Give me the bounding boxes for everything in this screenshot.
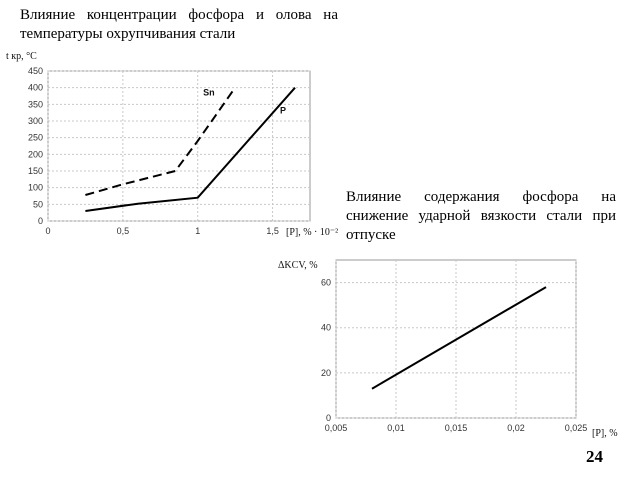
- y-tick-label: 50: [32, 199, 43, 210]
- y-tick-label: 200: [27, 149, 43, 160]
- y-axis-label: t кр, °C: [6, 51, 37, 62]
- x-tick-label: 0,015: [444, 423, 468, 433]
- y-tick-label: 20: [320, 367, 331, 378]
- x-tick-label: 0,01: [387, 423, 405, 433]
- y-axis-label: ΔKCV, %: [278, 260, 318, 271]
- x-axis-label: [P], % · 10⁻²: [286, 227, 339, 238]
- x-tick-label: 0,02: [507, 423, 525, 433]
- y-tick-label: 0: [37, 216, 43, 226]
- plot-area: [48, 71, 310, 221]
- impact-toughness-chart: [270, 250, 618, 450]
- y-tick-label: 250: [27, 132, 43, 143]
- series-label: P: [280, 105, 287, 116]
- x-tick-label: 0,005: [324, 423, 348, 433]
- y-tick-label: 100: [27, 182, 43, 193]
- y-tick-label: 350: [27, 99, 43, 110]
- y-tick-label: 300: [27, 116, 43, 126]
- series-label: Sn: [203, 87, 215, 98]
- bottom-chart-caption: Влияние содержания фосфора на снижение ударной вязкости стали при отпуске: [346, 189, 616, 243]
- page-number: 24: [586, 447, 603, 466]
- y-tick-label: 60: [320, 277, 331, 288]
- x-axis-label: [P], %: [592, 428, 618, 439]
- y-tick-label: 40: [320, 322, 331, 333]
- temperature-embrittlement-chart: [0, 45, 339, 250]
- y-tick-label: 0: [325, 413, 331, 423]
- y-tick-label: 400: [27, 82, 43, 93]
- x-tick-label: 0,025: [564, 423, 588, 433]
- top-chart-caption: Влияние концентрации фосфора и олова на температуры охрупчивания стали: [20, 7, 338, 42]
- y-tick-label: 450: [27, 66, 43, 76]
- x-tick-label: 0,5: [116, 226, 130, 236]
- x-tick-label: 1: [195, 226, 201, 236]
- x-tick-label: 1,5: [266, 226, 279, 236]
- x-tick-label: 0: [45, 226, 51, 236]
- y-tick-label: 150: [27, 166, 43, 176]
